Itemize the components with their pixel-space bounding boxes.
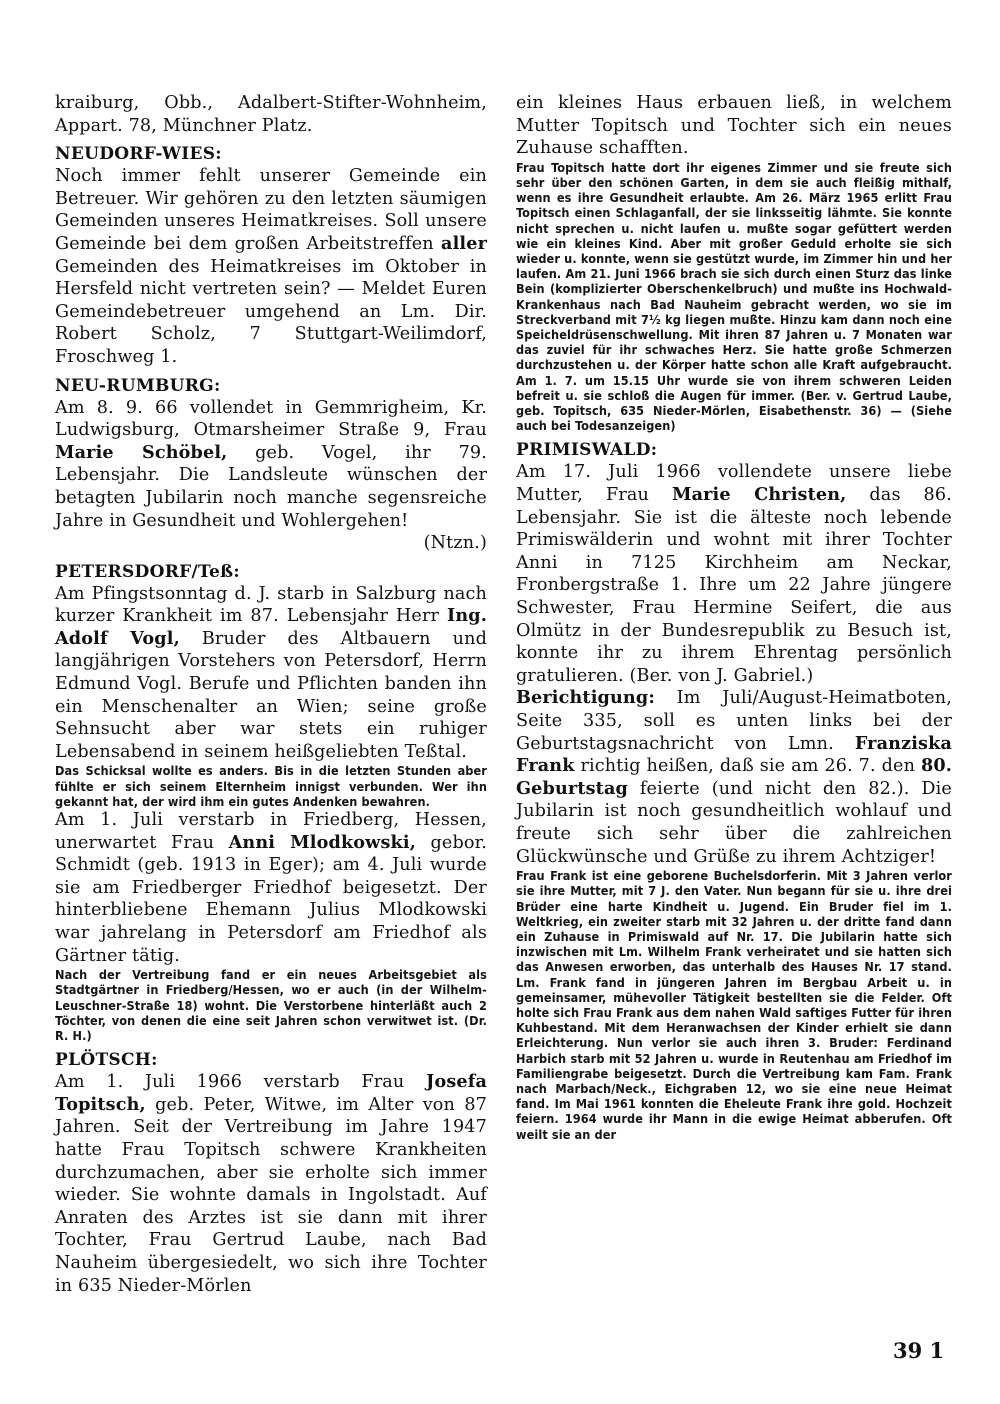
petersdorf-paragraph-1 <box>55 583 487 764</box>
heading-neu-rumburg: NEU-RUMBURG: <box>55 375 221 396</box>
heading-ploetsch: PLÖTSCH: <box>55 1050 158 1071</box>
petersdorf-text-4: gebor. Schmidt (geb. 1913 in Eger); am 4. Juli wurde sie am Friedberger Friedhof beigesetzt. Der hinterbliebene Ehemann Julius Mlodkowski war jahrelang in Petersdorf am Friedhof als Gärtner tätig. <box>55 832 488 966</box>
berichtigung-label: Berichtigung: <box>516 687 655 709</box>
neudorf-emphasis: aller <box>441 232 488 254</box>
petersdorf-text-3: Am 1. Juli verstarb in Friedberg, Hessen, unerwartet Frau <box>55 810 487 853</box>
berichtigung-birthday: 80. Geburtstag <box>516 755 952 799</box>
berichtigung-text-2: richtig heißen, daß sie am 26. 7. den <box>580 756 916 777</box>
petersdorf-small-2: Nach der Vertreibung fand er ein neues Arbeitsgebiet als Stadtgärtner in Friedberg/Hessen, wo er auch (in der Wilhelm-Leuschner-Straße 18) wohnt. Die Verstorbene hinterläßt auch 2 Töchter, von denen die eine seit Jahren schon verwitwet ist. (Dr. R. H.) <box>55 967 487 1044</box>
neurumburg-text-1: Am 8. 9. 66 vollendet in Gemmrigheim, Kr. Ludwigsburg, Otmarsheimer Straße 9, Frau <box>55 397 487 441</box>
berichtigung-name-frank: Franziska Frank <box>516 732 952 777</box>
petersdorf-paragraph-2 <box>55 809 487 967</box>
left-column <box>55 92 487 1297</box>
heading-petersdorf: PETERSDORF/Teß: <box>55 561 240 582</box>
ploetsch-paragraph <box>55 1071 487 1297</box>
intro-text: kraiburg, Obb., Adalbert-Stifter-Wohnheim, Appart. 78, Münchner Platz. <box>55 93 487 136</box>
primiswald-text-2: das 86. Lebensjahr. Sie ist die älteste noch lebende Primiswälderin und wohnt mit ihrer Tochter Anni in 7125 Kirchheim am Neckar, Fronbergstraße 1. Ihre um 22 Jahre jüngere Schwester, Frau Hermine Seifert, die aus Olmütz in der Bundesrepublik zu Besuch ist, konnte ihr zu ihrem Ehrentag persönlich gratulieren. (Ber. von J. Gabriel.) <box>516 485 952 686</box>
neudorf-paragraph <box>55 165 487 368</box>
petersdorf-name-vogl: Ing. Adolf Vogl, <box>55 605 487 649</box>
page-number: 39 1 <box>893 1338 945 1363</box>
ploetsch-text-2: geb. Peter, Witwe, im Alter von 87 Jahren. Seit der Vertreibung im Jahre 1947 hatte Frau Topitsch schwere Krankheiten durchzumachen, aber sie erholte sich immer wieder. Sie wohnte damals in Ingolstadt. Auf Anraten des Arztes ist sie dann mit ihrer Tochter, Frau Gertrud Laube, nach Bad Nauheim übergesiedelt, wo sich ihre Tochter in 635 Nieder-Mörlen <box>55 1094 488 1296</box>
neudorf-text-1: Noch immer fehlt unserer Gemeinde ein Betreuer. Wir gehören zu den letzten säumigen Gemeinden unseres Heimatkreises. Soll unsere Gemeinde bei dem großen Arbeitstreffen <box>55 166 487 254</box>
ploetsch-text-1: Am 1. Juli 1966 verstarb Frau <box>55 1072 405 1093</box>
right-column <box>516 92 952 1142</box>
petersdorf-text-1: Am Pfingstsonntag d. J. starb in Salzburg nach kurzer Krankheit im 87. Lebensjahr Herr <box>55 583 487 627</box>
frank-small: Frau Frank ist eine geborene Buchelsdorferin. Mit 3 Jahren verlor sie ihre Mutter, mit 7 J. den Vater. Nun begann für sie u. ihre drei Brüder eine harte Kindheit u. Jugend. Ein Bruder fiel im 1. Weltkrieg, ein zweiter starb mit 32 Jahren u. der dritte fand dann ein Zuhause in Primiswald auf Nr. 17. Die Jubilarin hatte sich inzwischen mit Lm. Wilhelm Frank verheiratet und sie hatten sich das Anwesen erworben, das unterhalb des Hauses Nr. 17 stand. Lm. Frank fand in jüngeren Jahren im Bergbau Arbeit u. in gemeinsamer, mühevoller Tätigkeit bestellten sie die Felder. Oft holte sich Frau Frank aus dem nahen Wald saftiges Futter für ihren Kuhbestand. Mit dem Heranwachsen der Kinder erhielt sie dann Erleichterung. Nun verlor sie auch ihren 3. Bruder: Ferdinand Harbich starb mit 52 Jahren u. wurde in Reutenhau am Friedhof im Familiengrabe beigesetzt. Durch die Vertreibung kam Fam. Frank nach Marbach/Neck., Eichgraben 12, wo sie eine neue Heimat fand. Im Mai 1961 konnten die Eheleute Frank ihre gold. Hochzeit feiern. 1964 wurde ihr Mann in die ewige Heimat abberufen. Oft weilt sie an der <box>516 868 952 1142</box>
topitsch-small: Frau Topitsch hatte dort ihr eigenes Zimmer und sie freute sich sehr über den schönen Garten, in dem sie auch fleißig mithalf, wenn es ihre Gesundheit erlaubte. Am 26. März 1965 erlitt Frau Topitsch einen Schlaganfall, der sie linksseitig lähmte. Sie konnte nicht sprechen u. nicht laufen u. mußte sogar gefüttert werden wie ein kleines Kind. Aber mit großer Geduld erholte sie sich wieder u. konnte, wenn sie gestützt wurde, im Zimmer hin und her laufen. Am 21. Juni 1966 brach sie sich durch einen Sturz das linke Bein (komplizierter Oberschenkelbruch) und mußte ins Hochwald-Krankenhaus nach Bad Nauheim gebracht werden, wo sie im Streckverband mit 7½ kg liegen mußte. Hinzu kam dann noch eine Speicheldrüsenschwellung. Mit ihren 87 Jahren u. 7 Monaten war das zuviel für ihr schwaches Herz. Sie hatte große Schmerzen durchzustehen u. der Körper hatte schon alle Kraft aufgebraucht. Am 1. 7. um 15.15 Uhr wurde sie von ihrem schweren Leiden befreit u. sie schloß die Augen für immer. (Ber. v. Gertrud Laube, geb. Topitsch, 635 Nieder-Mörlen, Eisabethenstr. 36) — (Siehe auch bei Todesanzeigen) <box>516 159 952 434</box>
ploetsch-name: Josefa Topitsch, <box>55 1071 487 1115</box>
petersdorf-small-1: Das Schicksal wollte es anders. Bis in die letzten Stunden aber fühlte er sich seinem Elternheim innigst verbunden. Wer ihn gekannt hat, der wird ihm ein gutes Andenken bewahren. <box>55 763 487 809</box>
heading-primiswald: PRIMISWALD: <box>516 440 658 461</box>
berichtigung-paragraph <box>516 687 952 868</box>
primiswald-paragraph-1 <box>516 461 952 687</box>
berichtigung-text-1: Im Juli/August-Heimatboten, Seite 335, soll es unten links bei der Geburtstagsnachricht von Lmn. <box>516 688 952 754</box>
heading-neudorf-wies: NEUDORF-WIES: <box>55 144 222 165</box>
primiswald-text-1: Am 17. Juli 1966 vollendete unsere liebe Mutter, Frau <box>516 462 952 506</box>
primiswald-name-christen: Marie Christen, <box>671 484 847 506</box>
petersdorf-name-mlodkowski: Anni Mlodkowski, <box>228 831 416 853</box>
petersdorf-text-2: Bruder des Altbauern und langjährigen Vorstehers von Petersdorf, Herrn Edmund Vogl. Berufe und Pflichten banden ihn ein Menschenalter an Wien; seine große Sehnsucht aber war stets ein ruhiger Lebensabend in seinem heißgeliebten Teßtal. <box>55 628 487 762</box>
neurumburg-credit: (Ntzn.) <box>423 533 487 554</box>
neurumburg-name: Marie Schöbel, <box>55 441 228 463</box>
berichtigung-text-3: feierte (und nicht den 82.). Die Jubilarin ist noch gesundheitlich wohlauf und freute sich sehr über die zahlreichen Glückwünsche und Grüße zu ihrem Achtziger! <box>516 778 952 867</box>
neudorf-text-2: Gemeinden des Heimatkreises im Oktober in Hersfeld nicht vertreten sein? — Meldet Euren Gemeindebetreuer umgehend an Lm. Dir. Robert Scholz, 7 Stuttgart-Weilimdorf, Froschweg 1. <box>55 256 487 367</box>
neurumburg-paragraph <box>55 397 487 533</box>
neurumburg-text-2: geb. Vogel, ihr 79. Lebensjahr. Die Landsleute wünschen der betagten Jubilarin noch manche segensreiche Jahre in Gesundheit und Wohlergehen! <box>55 442 487 531</box>
topitsch-continuation: ein kleines Haus erbauen ließ, in welchem Mutter Topitsch und Tochter sich ein neues Zuhause schafften. <box>516 93 952 159</box>
